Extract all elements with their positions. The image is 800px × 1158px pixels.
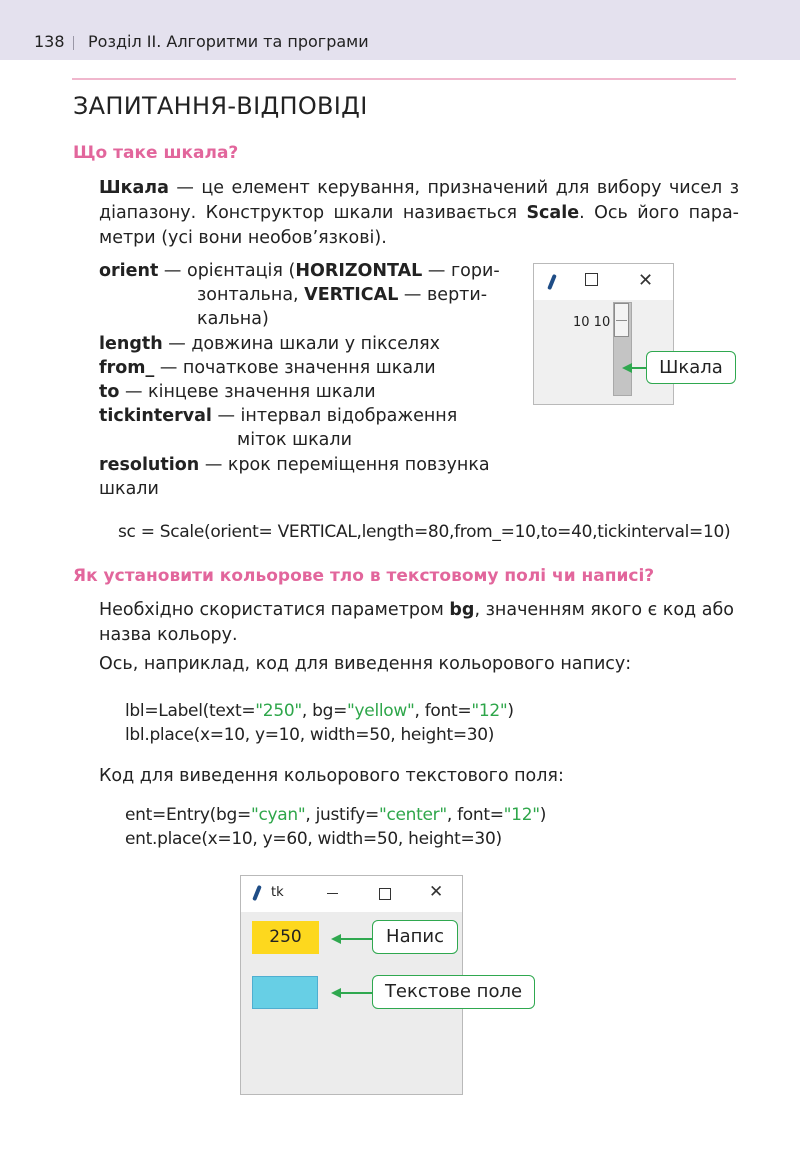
param-tickinterval xyxy=(99,404,519,428)
entry-code-line2: ent.place(x=10, y=60, width=50, height=30) xyxy=(125,829,502,849)
param-desc: — початкове значення шкали xyxy=(154,357,436,378)
param-value: HORIZONTAL xyxy=(295,261,423,281)
callout-label: Напис xyxy=(372,920,458,954)
slider-grip xyxy=(616,320,627,321)
scale-intro xyxy=(99,176,739,251)
code-text: , font= xyxy=(446,805,504,825)
param-from xyxy=(99,356,519,380)
tk-feather-icon xyxy=(547,274,557,290)
bg-paragraph xyxy=(99,598,749,648)
entry-callout-line xyxy=(340,992,373,994)
param-resolution xyxy=(99,453,519,477)
bg-text-a: Необхідно скористатися параметром xyxy=(99,600,450,620)
scale-params xyxy=(99,259,519,501)
arrow-left-icon xyxy=(331,988,341,998)
param-orient-cont xyxy=(99,283,519,307)
cyan-entry[interactable] xyxy=(252,976,318,1009)
code-string: "12" xyxy=(471,701,508,721)
term-bg: bg xyxy=(449,600,475,620)
scale-slider-handle[interactable] xyxy=(614,303,629,337)
term-scale: Шкала xyxy=(99,178,169,198)
param-orient xyxy=(99,259,519,283)
param-desc: — орієнтація ( xyxy=(158,261,296,281)
param-to xyxy=(99,380,519,404)
code-string: "yellow" xyxy=(347,701,415,721)
param-tickinterval-cont xyxy=(99,428,519,452)
code-string: "cyan" xyxy=(250,805,306,825)
param-length xyxy=(99,332,519,356)
arrow-left-icon xyxy=(331,934,341,944)
param-desc: — верти- xyxy=(398,285,488,306)
param-desc: — інтервал відображення xyxy=(211,406,458,427)
code-text: ) xyxy=(539,805,547,825)
param-value: VERTICAL xyxy=(304,285,399,306)
scale-code: sc = Scale(orient= VERTICAL,length=80,from_=10,to=40,tickinterval=10) xyxy=(118,522,731,542)
param-desc: міток шкали xyxy=(237,430,352,451)
param-desc: — гори- xyxy=(422,261,500,281)
close-icon[interactable]: ✕ xyxy=(638,270,654,291)
tk-feather-icon xyxy=(252,885,262,901)
code-text: ) xyxy=(507,701,514,721)
code-string: "12" xyxy=(503,805,540,825)
window-titlebar xyxy=(534,264,673,300)
term-Scale: Scale xyxy=(526,203,580,223)
param-name: from_ xyxy=(99,357,155,378)
intro-text-b: . Ось його пара-метри (усі вони необов’язкові). xyxy=(99,203,739,248)
param-desc: — довжина шкали у пікселях xyxy=(162,333,440,354)
param-name: length xyxy=(99,333,163,354)
param-desc: кальна) xyxy=(197,309,269,330)
page-number: 138 xyxy=(34,32,65,51)
code-string: "250" xyxy=(255,701,302,721)
param-desc: зонтальна, xyxy=(197,285,305,306)
code-text: , bg= xyxy=(301,701,348,721)
code-text: ent=Entry(bg= xyxy=(125,805,251,825)
example-entry-paragraph: Код для виведення кольорового текстового поля: xyxy=(99,766,564,786)
callout-entry: Текстове поле xyxy=(372,975,535,1009)
code-text: , justify= xyxy=(305,805,379,825)
section-rule xyxy=(72,78,736,80)
param-name: to xyxy=(99,382,120,403)
param-name: resolution xyxy=(99,454,200,475)
yellow-label: 250 xyxy=(252,921,319,954)
entry-code-line1 xyxy=(125,803,546,827)
param-orient-cont2 xyxy=(99,307,519,331)
example-label-paragraph: Ось, наприклад, код для виведення кольорового напису: xyxy=(99,654,632,674)
label-callout-line xyxy=(340,938,373,940)
callout-scale: Шкала xyxy=(646,351,736,384)
param-desc: шкали xyxy=(99,478,159,499)
code-text: lbl=Label(text= xyxy=(125,701,256,721)
header-divider xyxy=(73,36,74,50)
maximize-icon[interactable] xyxy=(379,888,391,900)
intro-text-a: — це елемент керування, призначений для вибору чисел з діапазону. Конструктор шкали називається xyxy=(99,178,739,223)
bg-text-b: , значенням якого є код або назва кольору. xyxy=(99,600,734,645)
code-string: "center" xyxy=(378,805,447,825)
param-name: tickinterval xyxy=(99,406,212,427)
maximize-icon[interactable] xyxy=(585,273,598,286)
code-text: , font= xyxy=(414,701,472,721)
scale-callout-line xyxy=(630,367,647,369)
arrow-left-icon xyxy=(622,363,632,373)
scale-tick-labels: 10 10 xyxy=(573,315,611,330)
window-title: tk xyxy=(271,885,284,900)
question-bg-color: Як установити кольорове тло в текстовому полі чи написі? xyxy=(73,566,655,586)
param-desc: — крок переміщення повзунка xyxy=(199,454,490,475)
label-code-line2: lbl.place(x=10, y=10, width=50, height=30) xyxy=(125,725,495,745)
close-icon[interactable]: ✕ xyxy=(429,882,444,902)
chapter-title: Розділ ІІ. Алгоритми та програми xyxy=(88,32,369,51)
window-titlebar xyxy=(241,876,462,912)
minimize-icon[interactable] xyxy=(327,893,338,894)
section-title: ЗАПИТАННЯ-ВІДПОВІДІ xyxy=(73,92,368,120)
page-header xyxy=(0,0,800,60)
param-name: orient xyxy=(99,261,159,281)
param-desc: — кінцеве значення шкали xyxy=(119,382,376,403)
label-code-line1 xyxy=(125,699,514,723)
param-resolution-cont xyxy=(99,477,519,501)
question-scale: Що таке шкала? xyxy=(73,143,239,163)
